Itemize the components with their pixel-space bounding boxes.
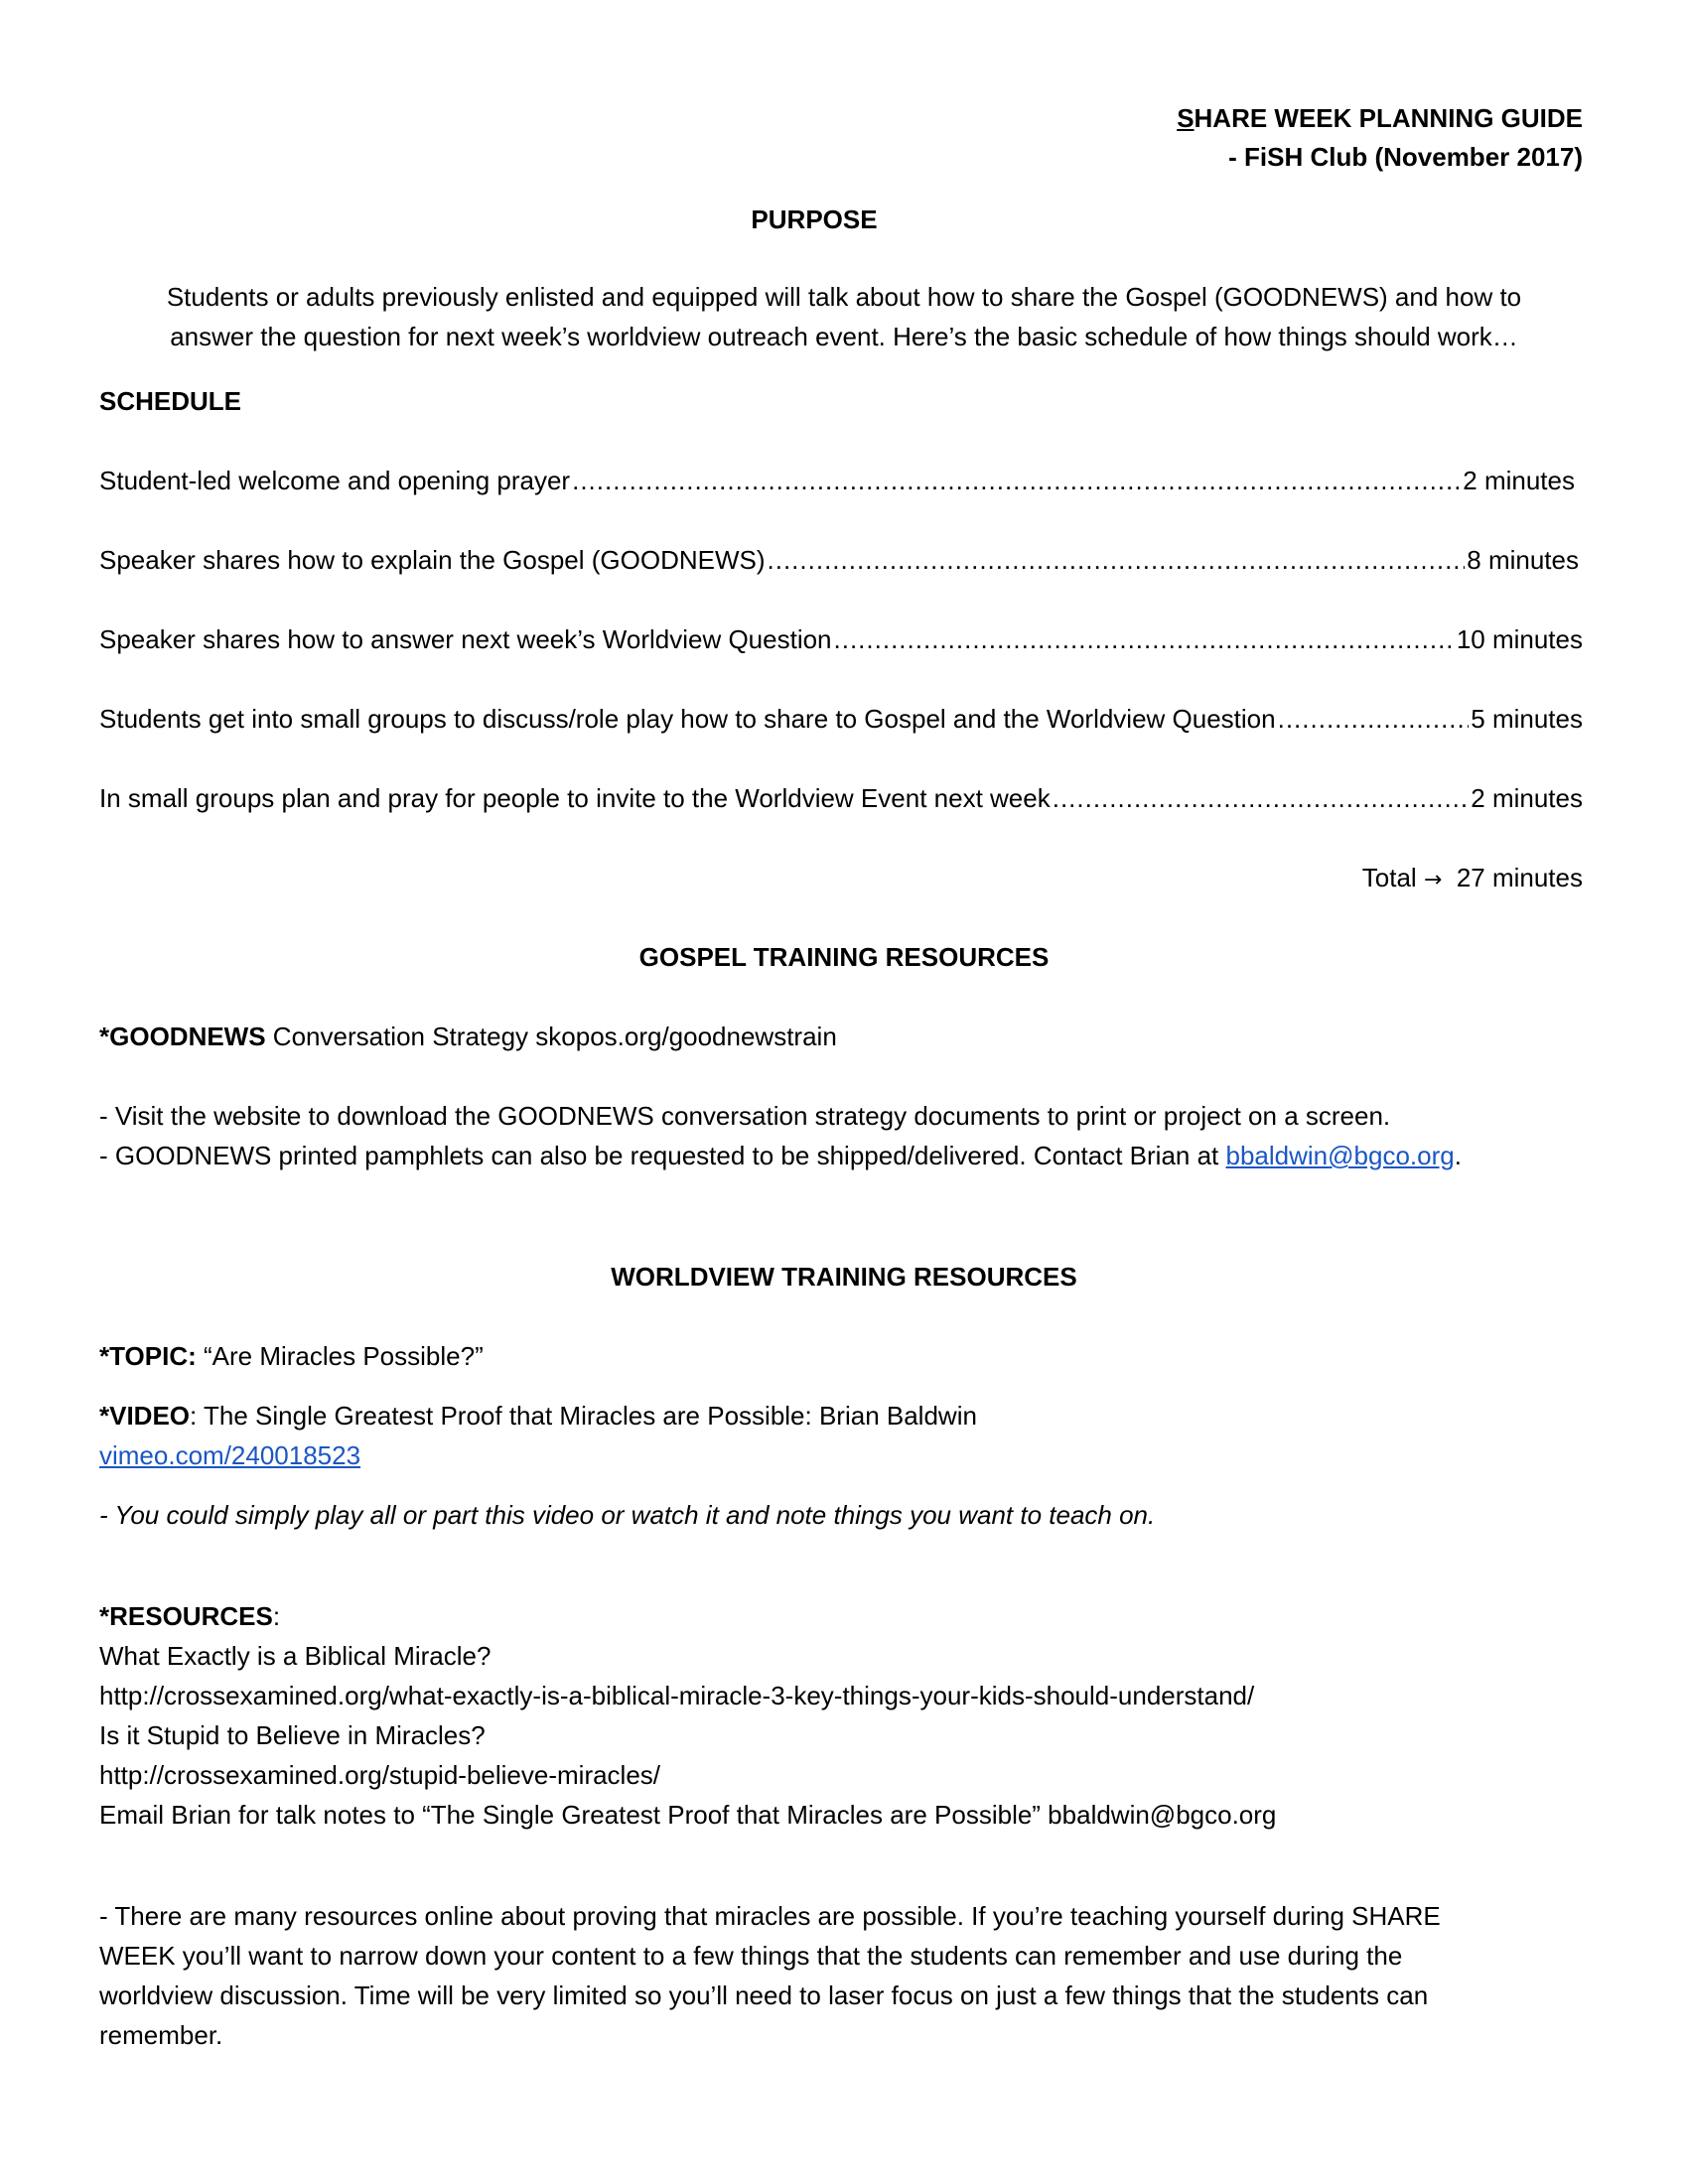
pamphlets-end: .	[1454, 1141, 1462, 1170]
schedule-item	[99, 783, 1583, 814]
topic-text: “Are Miracles Possible?”	[196, 1341, 484, 1371]
worldview-topic	[99, 1341, 484, 1372]
arrow-right-icon: →	[1423, 868, 1443, 892]
resources-colon: :	[272, 1601, 281, 1631]
document-title	[1177, 103, 1583, 134]
leader-dots	[572, 466, 1461, 496]
title-rest: HARE WEEK PLANNING GUIDE	[1194, 103, 1583, 133]
video-link[interactable]: vimeo.com/240018523	[99, 1440, 361, 1470]
schedule-item-duration: 5 minutes	[1471, 704, 1583, 734]
goodnews-label: *GOODNEWS	[99, 1022, 266, 1051]
gospel-bullet-pamphlets	[99, 1141, 1462, 1171]
schedule-item	[99, 466, 1575, 496]
resources-heading	[99, 1601, 280, 1632]
video-text: : The Single Greatest Proof that Miracles are Possible: Brian Baldwin	[190, 1401, 977, 1431]
schedule-item	[99, 624, 1583, 655]
leader-dots	[768, 545, 1466, 576]
document-subtitle: - FiSH Club (November 2017)	[1228, 142, 1583, 172]
schedule-item	[99, 704, 1583, 735]
leader-dots	[1053, 783, 1470, 814]
video-label: *VIDEO	[99, 1401, 191, 1431]
schedule-total	[1362, 863, 1583, 893]
title-first-letter: S	[1177, 103, 1195, 133]
total-value: 27 minutes	[1456, 863, 1583, 892]
video-note	[99, 1500, 1155, 1531]
schedule-item-label: In small groups plan and pray for people to invite to the Worldview Event next week	[99, 783, 1051, 813]
resource-line: Email Brian for talk notes to “The Single Greatest Proof that Miracles are Possible” bbaldwin@bgco.org	[99, 1800, 1277, 1830]
worldview-video	[99, 1401, 977, 1432]
contact-email-link[interactable]: bbaldwin@bgco.org	[1225, 1141, 1455, 1170]
topic-label: *TOPIC:	[99, 1341, 197, 1371]
schedule-item-duration: 10 minutes	[1456, 624, 1583, 654]
schedule-item-duration: 2 minutes	[1463, 466, 1575, 495]
resource-line: Is it Stupid to Believe in Miracles?	[99, 1720, 486, 1750]
closing-line: WEEK you’ll want to narrow down your content to a few things that the students can remember and use during the	[99, 1941, 1403, 1971]
worldview-heading: WORLDVIEW TRAINING RESOURCES	[611, 1262, 1077, 1292]
schedule-item-duration: 8 minutes	[1467, 545, 1579, 575]
video-note-text: - You could simply play all or part this video or watch it and note things you want to teach on.	[99, 1500, 1156, 1530]
schedule-item-label: Students get into small groups to discuss/role play how to share to Gospel and the Worldview Question	[99, 704, 1276, 734]
schedule-heading: SCHEDULE	[99, 386, 242, 416]
resource-line: http://crossexamined.org/what-exactly-is-a-biblical-miracle-3-key-things-your-kids-should-understand/	[99, 1681, 1255, 1710]
closing-line: remember.	[99, 2020, 223, 2050]
schedule-item-duration: 2 minutes	[1471, 783, 1583, 813]
resource-line: http://crossexamined.org/stupid-believe-miracles/	[99, 1760, 661, 1790]
purpose-heading-text: PURPOSE	[751, 205, 878, 234]
resource-line: What Exactly is a Biblical Miracle?	[99, 1641, 492, 1671]
video-link-row	[99, 1440, 360, 1471]
gospel-heading: GOSPEL TRAINING RESOURCES	[638, 942, 1050, 972]
purpose-heading	[0, 205, 1688, 235]
pamphlets-text: - GOODNEWS printed pamphlets can also be requested to be shipped/delivered. Contact Brian at	[99, 1141, 1226, 1170]
leader-dots	[834, 624, 1455, 655]
schedule-item	[99, 545, 1579, 576]
schedule-item-label: Student-led welcome and opening prayer	[99, 466, 571, 495]
resources-label: *RESOURCES	[99, 1601, 273, 1631]
purpose-text-line2: answer the question for next week’s worldview outreach event. Here’s the basic schedule of how things should work…	[170, 322, 1518, 351]
schedule-item-label: Speaker shares how to explain the Gospel (GOODNEWS)	[99, 545, 766, 575]
gospel-bullet-download: - Visit the website to download the GOODNEWS conversation strategy documents to print or project on a screen.	[99, 1101, 1391, 1131]
total-label: Total	[1361, 863, 1417, 892]
schedule-item-label: Speaker shares how to answer next week’s Worldview Question	[99, 624, 832, 654]
closing-line: worldview discussion. Time will be very limited so you’ll need to laser focus on just a few things that the students can	[99, 1980, 1429, 2010]
leader-dots	[1278, 704, 1470, 735]
closing-line: - There are many resources online about proving that miracles are possible. If you’re teaching yourself during SHARE	[99, 1901, 1441, 1931]
goodnews-strategy	[99, 1022, 837, 1052]
purpose-text-line1: Students or adults previously enlisted and equipped will talk about how to share the Gospel (GOODNEWS) and how to	[166, 282, 1522, 312]
goodnews-text: Conversation Strategy skopos.org/goodnewstrain	[265, 1022, 837, 1051]
